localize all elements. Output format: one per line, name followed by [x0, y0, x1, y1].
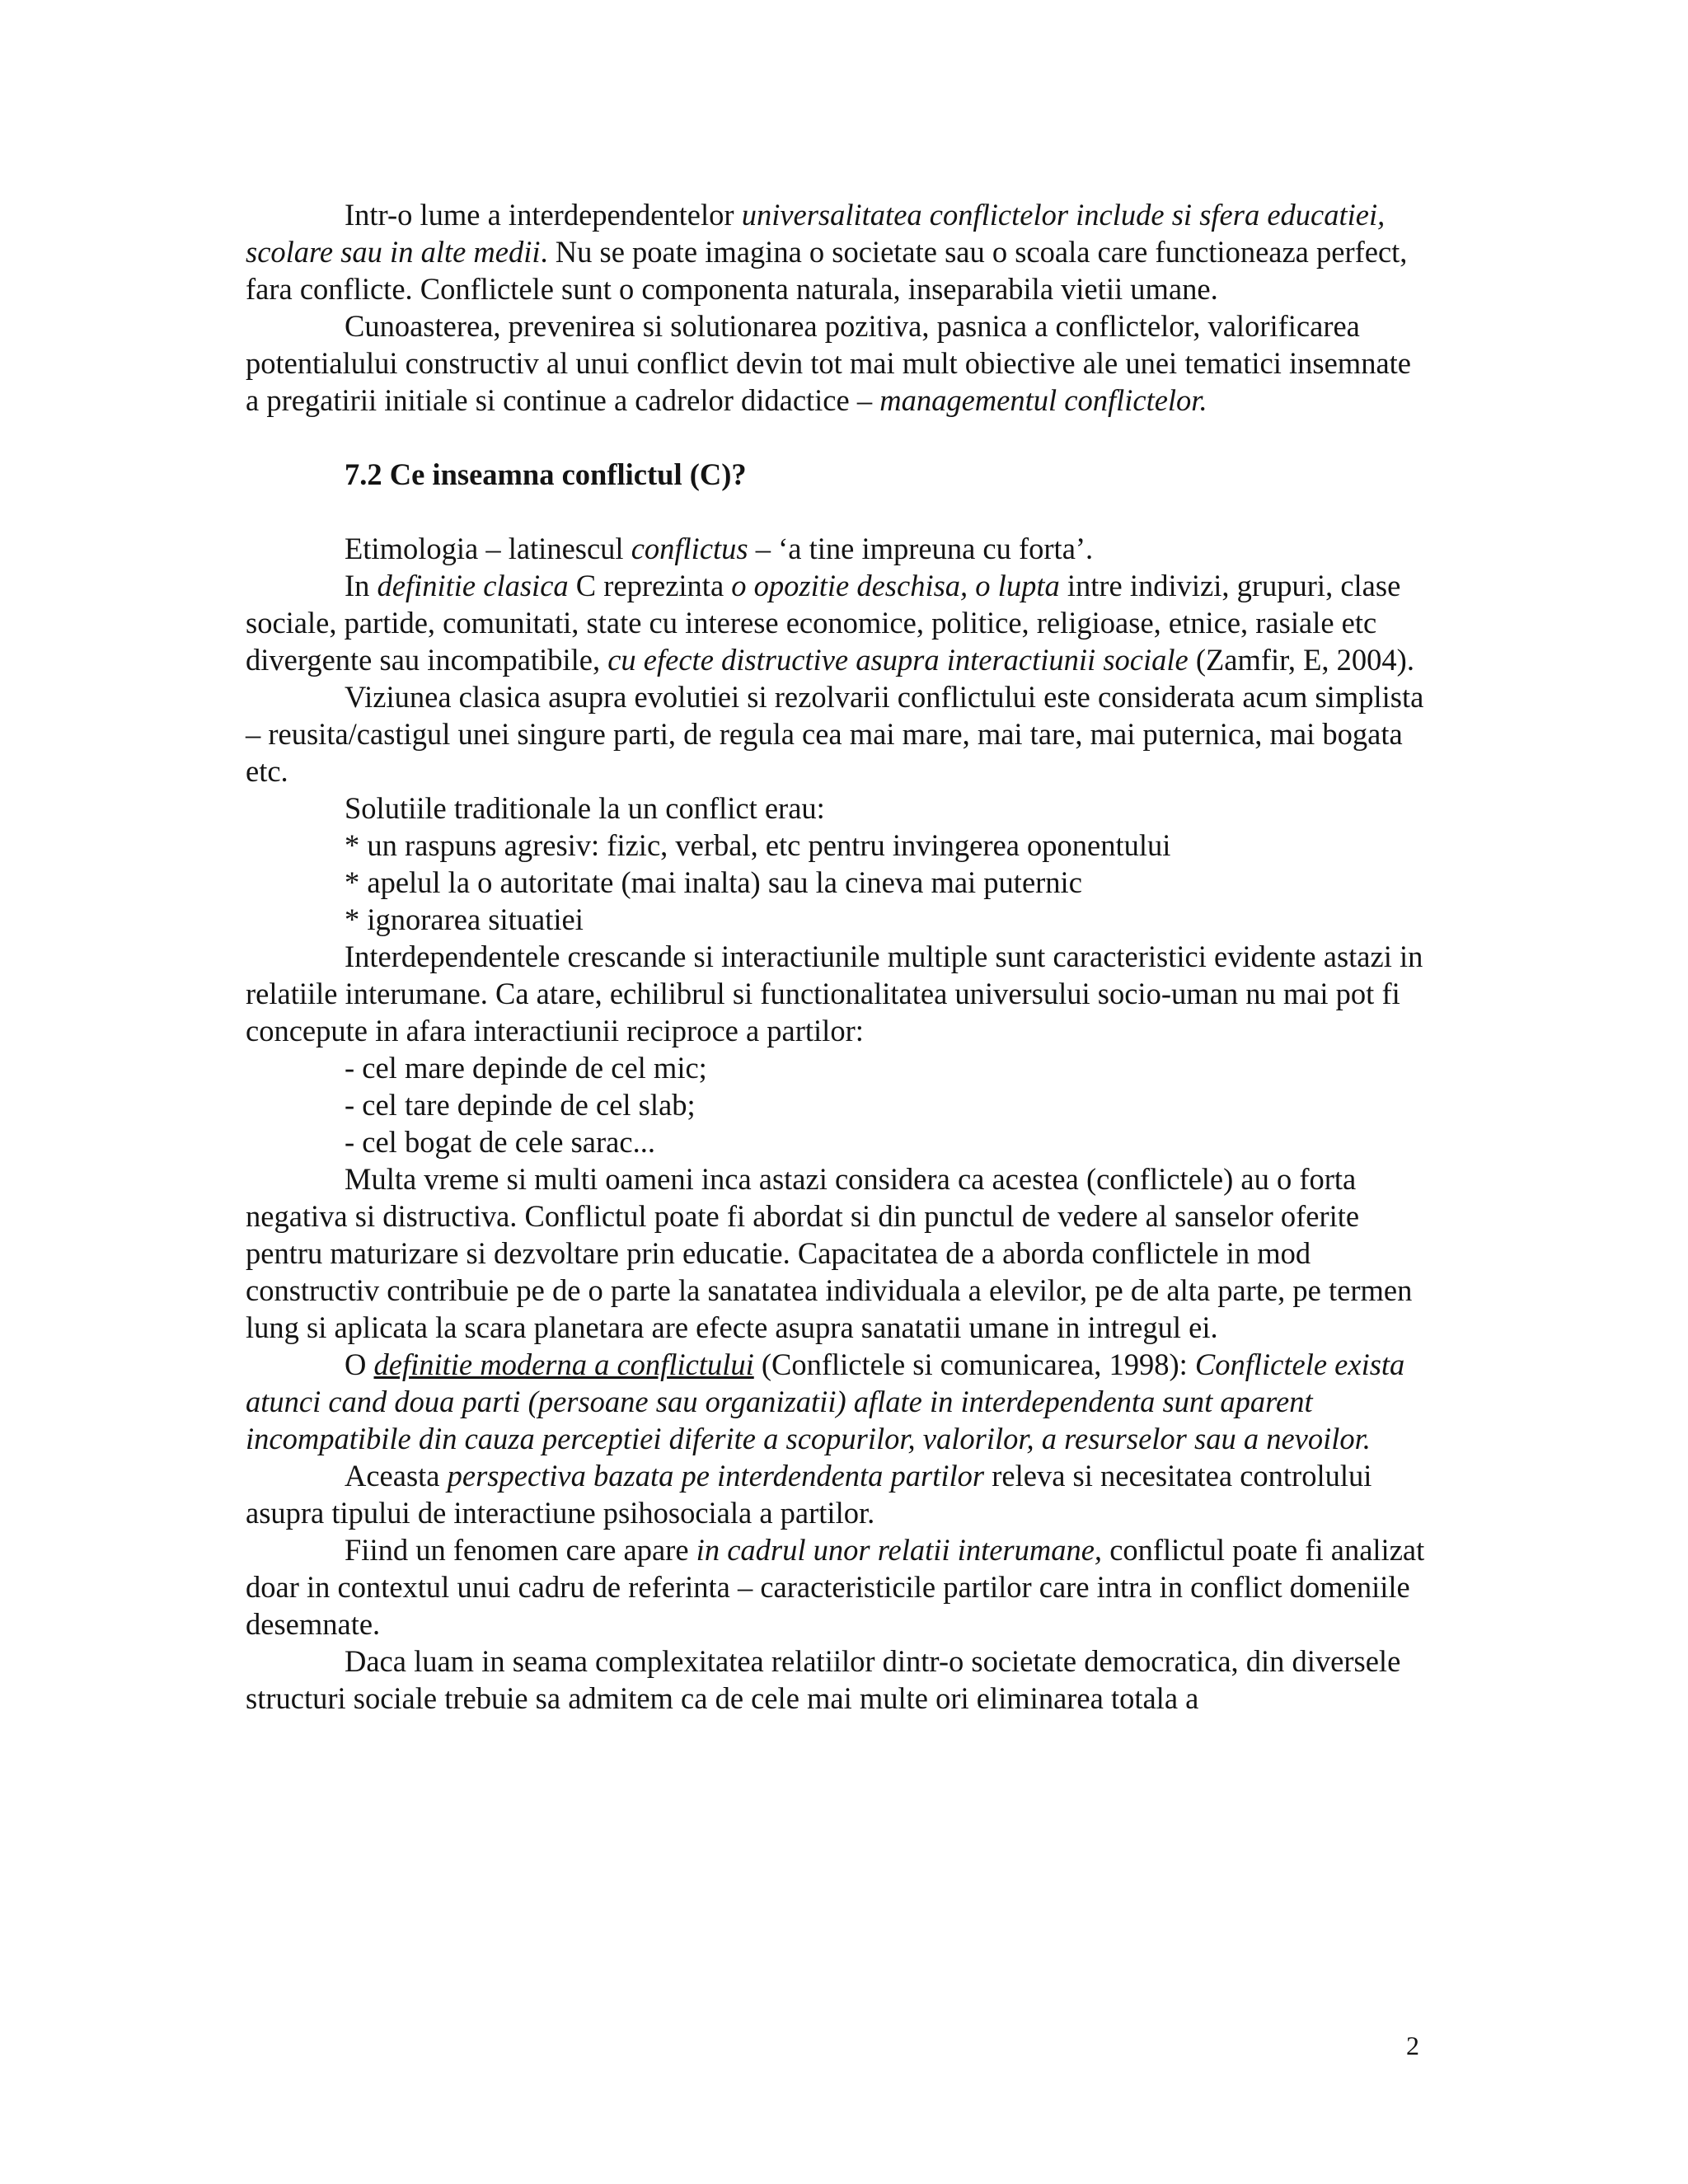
- spacer: [246, 493, 1426, 530]
- spacer: [246, 419, 1426, 456]
- text-run: (Conflictele si comunicarea, 1998):: [753, 1347, 1195, 1381]
- document-page: [246, 196, 1426, 1717]
- emphasis-interhuman: in cadrul unor relatii interumane,: [696, 1533, 1103, 1567]
- paragraph-interdependencies: Interdependentele crescande si interactiunile multiple sunt caracteristici evidente astazi in relatiile interumane. Ca atare, echilibrul si functionalitatea universului socio-uman nu mai pot fi concepute in afara interactiunii reciproce a partilor:: [246, 940, 1423, 1047]
- paragraph-modern-definition: [246, 1346, 1426, 1457]
- page-number: 2: [1406, 2031, 1419, 2060]
- text-run: conflictul poate fi analizat doar in contextul unui cadru de referinta – caracteristicile partilor care intra in conflict domeniile desemnate.: [246, 1533, 1425, 1641]
- paragraph-conflict-management: [246, 307, 1426, 419]
- text-run: (Zamfir, E, 2004).: [1188, 643, 1414, 677]
- text-run: Fiind un fenomen care apare: [345, 1533, 696, 1567]
- list-item-dependency: - cel mare depinde de cel mic;: [345, 1051, 707, 1085]
- paragraph-interhuman-relations: [246, 1531, 1426, 1643]
- paragraph-classic-vision: Viziunea clasica asupra evolutiei si rezolvarii conflictului este considerata acum simplista – reusita/castigul unei singure parti, de regula cea mai mare, mai tare, mai puternica, mai bogata etc.: [246, 680, 1424, 788]
- emphasis-modern-definition-text: Conflictele exista atunci cand doua parti (persoane sau organizatii) aflate in interdependenta sunt aparent incompatibile din cauza perceptiei diferite a scopurilor, valorilor, a resurselor sau a nevoilor.: [246, 1347, 1405, 1455]
- emphasis-destructive-effects: cu efecte distructive asupra interactiunii sociale: [607, 643, 1189, 677]
- paragraph-etymology: [246, 530, 1426, 567]
- list-item-dependency: - cel tare depinde de cel slab;: [345, 1088, 696, 1122]
- paragraph-interdependence: [246, 196, 1426, 307]
- emphasis-open-opposition: o opozitie deschisa, o lupta: [731, 569, 1060, 602]
- text-run: Cunoasterea, prevenirea si solutionarea pozitiva, pasnica a conflictelor, valorificarea potentialului constructiv al unui conflict devin tot mai mult obiective ale unei tematici insemnate a pregatirii initiale si continue a cadrelor didactice –: [246, 309, 1411, 417]
- text-run: In: [345, 569, 377, 602]
- paragraph-traditional-solutions: Solutiile traditionale la un conflict erau:: [345, 791, 825, 825]
- text-run: Aceasta: [345, 1459, 448, 1493]
- list-item-solution: * ignorarea situatiei: [345, 902, 584, 936]
- text-run: O: [345, 1347, 374, 1381]
- text-run: Etimologia – latinescul: [345, 532, 631, 565]
- text-run: C reprezinta: [568, 569, 732, 602]
- paragraph-democratic-society: Daca luam in seama complexitatea relatiilor dintr-o societate democratica, din diversele structuri sociale trebuie sa admitem ca de cele mai multe ori eliminarea totala a: [246, 1644, 1401, 1715]
- list-item-dependency: - cel bogat de cele sarac...: [345, 1125, 655, 1159]
- text-run: – ‘a tine impreuna cu forta’.: [748, 532, 1094, 565]
- emphasis-universality: universalitatea conflictelor include si sfera educatiei, scolare sau in alte medii: [246, 198, 1386, 269]
- paragraph-perspective: [246, 1457, 1426, 1531]
- text-run: Intr-o lume a interdependentelor: [345, 198, 742, 232]
- section-heading: 7.2 Ce inseamna conflictul (C)?: [345, 457, 747, 491]
- text-run: . Nu se poate imagina o societate sau o scoala care functioneaza perfect, fara conflicte. Conflictele sunt o componenta naturala, inseparabila vietii umane.: [246, 235, 1408, 306]
- emphasis-management: managementul conflictelor.: [879, 383, 1207, 417]
- emphasis-modern-definition: definitie moderna a conflictului: [373, 1347, 754, 1381]
- emphasis-conflictus: conflictus: [631, 532, 748, 565]
- text-run: releva si necesitatea controlului asupra tipului de interactiune psihosociala a partilor.: [246, 1459, 1372, 1530]
- list-item-solution: * apelul la o autoritate (mai inalta) sau la cineva mai puternic: [345, 865, 1082, 899]
- emphasis-classic-definition: definitie clasica: [377, 569, 569, 602]
- list-item-solution: * un raspuns agresiv: fizic, verbal, etc pentru invingerea oponentului: [345, 828, 1171, 862]
- text-run: intre indivizi, grupuri, clase sociale, partide, comunitati, state cu interese economice, politice, religioase, etnice, rasiale etc divergente sau incompatibile,: [246, 569, 1401, 677]
- paragraph-negative-force: Multa vreme si multi oameni inca astazi considera ca acestea (conflictele) au o forta negativa si distructiva. Conflictul poate fi abordat si din punctul de vedere al sanselor oferite pentru maturizare si dezvoltare prin educatie. Capacitatea de a aborda conflictele in mod constructiv contribuie pe de o parte la sanatatea individuala a elevilor, pe de alta parte, pe termen lung si aplicata la scara planetara are efecte asupra sanatatii umane in intregul ei.: [246, 1162, 1413, 1344]
- emphasis-perspective: perspectiva bazata pe interdendenta partilor: [447, 1459, 985, 1493]
- paragraph-classic-definition: [246, 567, 1426, 678]
